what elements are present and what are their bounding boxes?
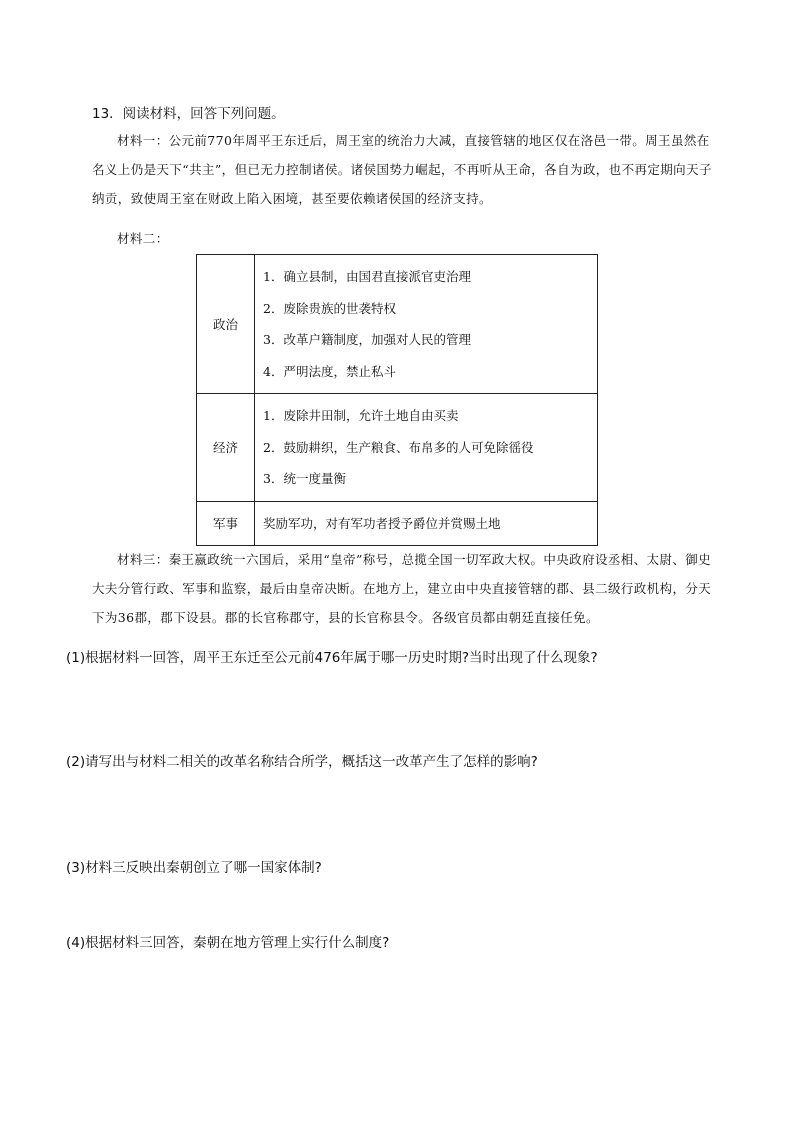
reform-table xyxy=(196,254,598,546)
list-item: 2．鼓励耕织，生产粮食、布帛多的人可免除徭役 xyxy=(263,439,534,455)
category-cell: 政治 xyxy=(197,255,255,394)
sub-question-3: (3)材料三反映出秦朝创立了哪一国家体制? xyxy=(66,860,322,876)
list-item: 奖励军功，对有军功者授予爵位并赏赐土地 xyxy=(263,515,501,531)
material-two-label: 材料二： xyxy=(117,231,169,246)
list-item: 4．严明法度，禁止私斗 xyxy=(263,363,396,379)
table-row xyxy=(197,501,598,546)
sub-question-2: (2)请写出与材料二相关的改革名称结合所学，概括这一改革产生了怎样的影响? xyxy=(66,754,538,770)
material-one: 材料一：公元前770年周平王东迁后，周王室的统治力大减，直接管辖的地区仅在洛邑一带。周王虽然在名义上仍是天下“共主”，但已无力控制诸侯。诸侯国势力崛起，不再听从王命，各自为政，也不再定期向天子纳贡，致使周王室在财政上陷入困境，甚至要依赖诸侯国的经济支持。 xyxy=(92,133,712,206)
category-cell: 军事 xyxy=(197,501,255,546)
sub-question-4: (4)根据材料三回答，秦朝在地方管理上实行什么制度? xyxy=(66,935,390,951)
list-item: 2．废除贵族的世袭特权 xyxy=(263,300,396,316)
list-item: 3．改革户籍制度，加强对人民的管理 xyxy=(263,332,471,347)
items-cell xyxy=(255,501,598,546)
list-item: 1．废除井田制，允许土地自由买卖 xyxy=(263,408,459,423)
items-cell xyxy=(255,394,598,502)
table-row xyxy=(197,255,598,394)
question-title: 13．阅读材料，回答下列问题。 xyxy=(92,106,285,122)
category-cell: 经济 xyxy=(197,394,255,502)
sub-question-1: (1)根据材料一回答，周平王东迁至公元前476年属于哪一历史时期?当时出现了什么现象? xyxy=(66,650,598,666)
material-three: 材料三：秦王嬴政统一六国后，采用“皇帝”称号，总揽全国一切军政大权。中央政府设丞相、太尉、御史大夫分管行政、军事和监察，最后由皇帝决断。在地方上，建立由中央直接管辖的郡、县二级行政机构，分天下为36郡，郡下设县。郡的长官称郡守，县的长官称县令。各级官员都由朝廷直接任免。 xyxy=(92,552,712,625)
items-cell xyxy=(255,255,598,394)
table-row xyxy=(197,394,598,502)
list-item: 3．统一度量衡 xyxy=(263,471,346,486)
list-item: 1．确立县制，由国君直接派官吏治理 xyxy=(263,269,471,284)
